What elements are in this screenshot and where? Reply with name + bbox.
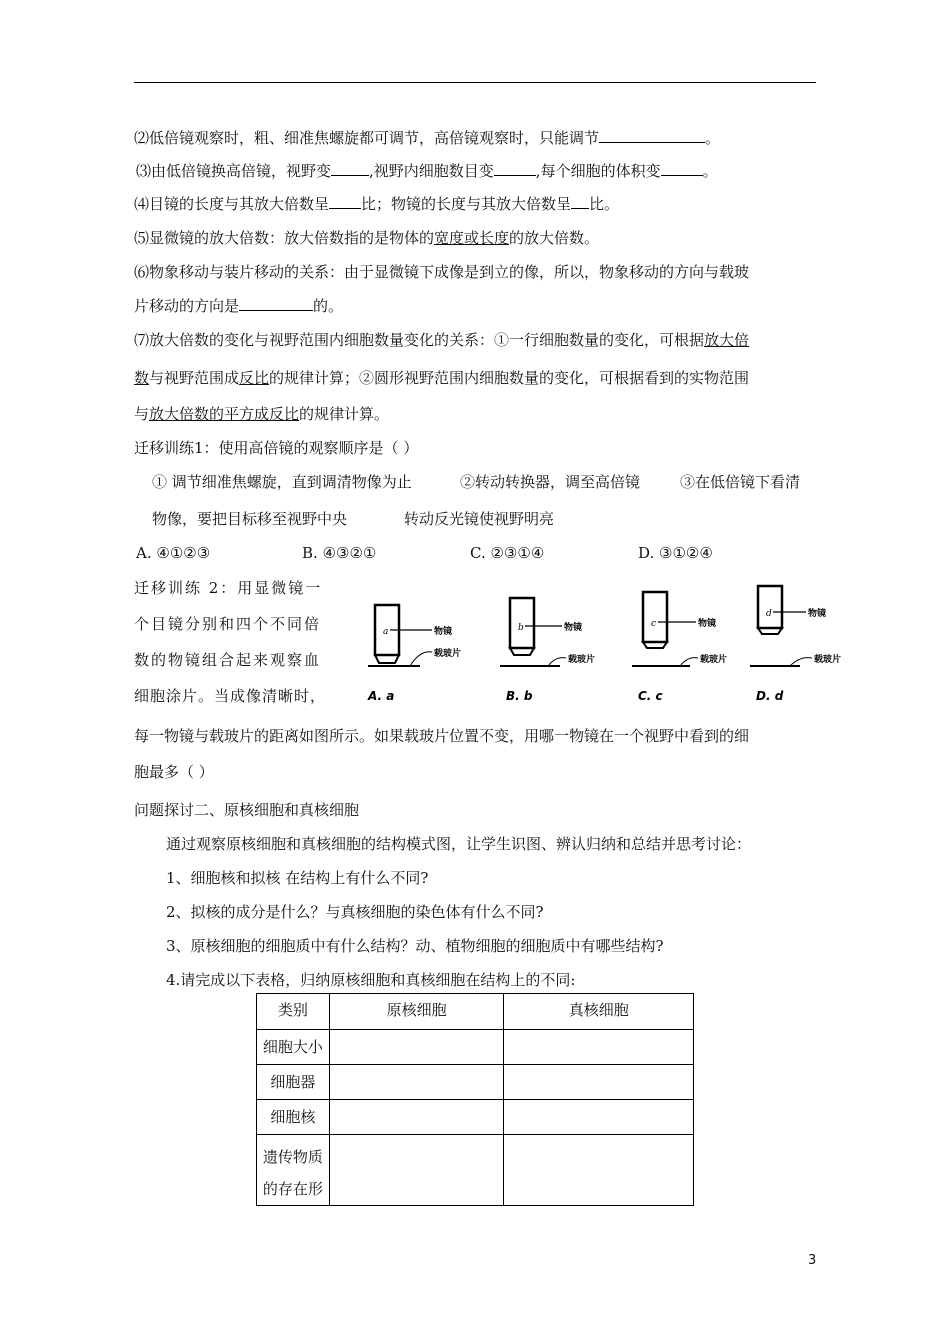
text: ⑸显微镜的放大倍数：放大倍数指的是物体的 xyxy=(134,229,435,247)
svg-text:C. c: C. c xyxy=(638,689,663,703)
row-label: 细胞大小 xyxy=(257,1030,330,1065)
text: ⑵低倍镜观察时，粗、细准焦螺旋都可调节，高倍镜观察时，只能调节 xyxy=(134,129,600,147)
row-label: 细胞核 xyxy=(257,1100,330,1135)
text: 的。 xyxy=(313,297,344,315)
section2-question-1: 1、细胞核和拟核 在结构上有什么不同? xyxy=(166,869,429,887)
table-cell[interactable] xyxy=(504,1135,694,1206)
svg-text:物镜: 物镜 xyxy=(564,623,583,633)
table-row xyxy=(257,1135,694,1206)
table-row xyxy=(257,1030,694,1065)
svg-text:a: a xyxy=(383,627,389,637)
row-label: 细胞器 xyxy=(257,1065,330,1100)
lens-b-diagram xyxy=(500,598,595,703)
table-header-row xyxy=(257,994,694,1030)
answer-blank[interactable] xyxy=(494,161,536,176)
option-b[interactable]: B. ④③②① xyxy=(302,544,377,562)
text: 比；物镜的长度与其放大倍数呈 xyxy=(361,195,572,213)
option-a[interactable]: A. ④①②③ xyxy=(136,544,211,562)
text: 的规律计算。 xyxy=(299,405,390,423)
row-label-line: 遗传物质 xyxy=(262,1148,323,1166)
exercise2-stem-4: 细胞涂片。当成像清晰时， xyxy=(134,687,327,705)
text: 比。 xyxy=(589,195,620,213)
exercise1-step3a: ③在低倍镜下看清 xyxy=(680,473,801,491)
table-cell[interactable] xyxy=(504,1065,694,1100)
svg-text:物镜: 物镜 xyxy=(808,609,827,619)
exercise2-stem-2: 个目镜分别和四个不同倍 xyxy=(134,615,322,633)
answer-blank[interactable] xyxy=(329,194,361,209)
text-line-2 xyxy=(134,128,720,148)
text: 。 xyxy=(705,129,721,147)
table-cell[interactable] xyxy=(329,1030,504,1065)
text: ⑶由低倍镜换高倍镜，视野变 xyxy=(136,162,332,180)
section2-title: 问题探讨二、原核细胞和真核细胞 xyxy=(134,801,360,819)
svg-text:物镜: 物镜 xyxy=(698,619,717,629)
underlined-text: 宽度或长度 xyxy=(434,229,510,247)
exercise1-step4: 转动反光镜使视野明亮 xyxy=(404,510,555,528)
answer-blank[interactable] xyxy=(571,194,589,209)
exercise1-stem: 迁移训练1：使用高倍镜的观察顺序是（ ） xyxy=(134,439,419,457)
text: ,每个细胞的体积变 xyxy=(535,162,661,180)
svg-text:载玻片: 载玻片 xyxy=(568,655,596,665)
underlined-text: 放大倍 xyxy=(704,331,750,349)
exercise2-cont-2: 胞最多（ ） xyxy=(134,763,214,781)
svg-text:B. b: B. b xyxy=(506,689,533,703)
text: 与视野范围成 xyxy=(149,369,240,387)
table-header: 原核细胞 xyxy=(329,994,504,1030)
row-label-line: 的存在形 xyxy=(262,1180,323,1198)
lens-c-diagram xyxy=(632,592,727,703)
text-line-6a: ⑹物象移动与装片移动的关系：由于显微镜下成像是到立的像，所以，物象移动的方向与载玻 xyxy=(134,263,750,281)
answer-blank[interactable] xyxy=(239,296,313,311)
text: 的规律计算；②圆形视野范围内细胞数量的变化，可根据看到的实物范围 xyxy=(269,369,750,387)
answer-blank[interactable] xyxy=(599,128,705,143)
answer-blank[interactable] xyxy=(331,161,369,176)
text-line-7a xyxy=(134,330,749,350)
text: 与 xyxy=(134,405,150,423)
text-line-7b xyxy=(134,368,749,388)
table-header: 真核细胞 xyxy=(504,994,694,1030)
text: 片移动的方向是 xyxy=(134,297,240,315)
svg-text:b: b xyxy=(518,623,524,633)
option-d[interactable]: D. ③①②④ xyxy=(638,544,713,562)
exercise2-cont-1: 每一物镜与载玻片的距离如图所示。如果载玻片位置不变，用哪一物镜在一个视野中看到的细 xyxy=(134,727,750,745)
text: 。 xyxy=(702,162,718,180)
table-cell[interactable] xyxy=(329,1100,504,1135)
page-number: 3 xyxy=(808,1253,817,1268)
exercise2-stem-1: 迁移训练 2：用显微镜一 xyxy=(134,579,323,597)
section2-intro: 通过观察原核细胞和真核细胞的结构模式图，让学生识图、辨认归纳和总结并思考讨论： xyxy=(166,835,752,853)
table-row xyxy=(257,1100,694,1135)
text-line-4 xyxy=(134,194,619,214)
svg-text:A. a: A. a xyxy=(368,689,395,703)
text: ⑷目镜的长度与其放大倍数呈 xyxy=(134,195,330,213)
svg-text:物镜: 物镜 xyxy=(434,627,453,637)
answer-blank[interactable] xyxy=(661,161,703,176)
text-line-3 xyxy=(136,161,718,181)
exercise2-stem-3: 数的物镜组合起来观察血 xyxy=(134,651,322,669)
text: 的放大倍数。 xyxy=(509,229,600,247)
text: ⑺放大倍数的变化与视野范围内细胞数量变化的关系：①一行细胞数量的变化，可根据 xyxy=(134,331,705,349)
objective-lens-figure xyxy=(360,580,860,710)
option-c[interactable]: C. ②③①④ xyxy=(470,544,545,562)
section2-question-4: 4.请完成以下表格，归纳原核细胞和真核细胞在结构上的不同: xyxy=(166,971,576,989)
text-line-6b xyxy=(134,296,343,316)
table-cell[interactable] xyxy=(329,1065,504,1100)
section2-question-2: 2、拟核的成分是什么？与真核细胞的染色体有什么不同? xyxy=(166,903,544,921)
lens-d-diagram xyxy=(750,586,841,703)
underlined-text: 反比 xyxy=(239,369,270,387)
text-line-7c xyxy=(134,404,389,424)
table-cell[interactable] xyxy=(504,1100,694,1135)
table-row xyxy=(257,1065,694,1100)
table-cell[interactable] xyxy=(504,1030,694,1065)
text-line-5 xyxy=(134,228,599,248)
table-header: 类别 xyxy=(257,994,330,1030)
svg-text:载玻片: 载玻片 xyxy=(700,655,728,665)
lens-a-diagram xyxy=(367,605,461,703)
header-rule xyxy=(134,82,816,83)
underlined-text: 数 xyxy=(134,369,150,387)
row-label xyxy=(257,1135,330,1206)
exercise1-step3b: 物像，要把目标移至视野中央 xyxy=(152,510,348,528)
svg-text:载玻片: 载玻片 xyxy=(434,649,462,659)
comparison-table xyxy=(256,993,694,1206)
table-cell[interactable] xyxy=(329,1135,504,1206)
svg-text:d: d xyxy=(766,609,772,619)
svg-text:载玻片: 载玻片 xyxy=(814,655,842,665)
underlined-text: 放大倍数的平方成反比 xyxy=(149,405,300,423)
svg-text:D. d: D. d xyxy=(756,689,784,703)
text: ,视野内细胞数目变 xyxy=(369,162,494,180)
exercise1-step2: ②转动转换器，调至高倍镜 xyxy=(460,473,641,491)
section2-question-3: 3、原核细胞的细胞质中有什么结构？动、植物细胞的细胞质中有哪些结构? xyxy=(166,937,664,955)
exercise1-step1: ① 调节细准焦螺旋，直到调清物像为止 xyxy=(152,473,412,491)
svg-text:c: c xyxy=(651,619,657,629)
